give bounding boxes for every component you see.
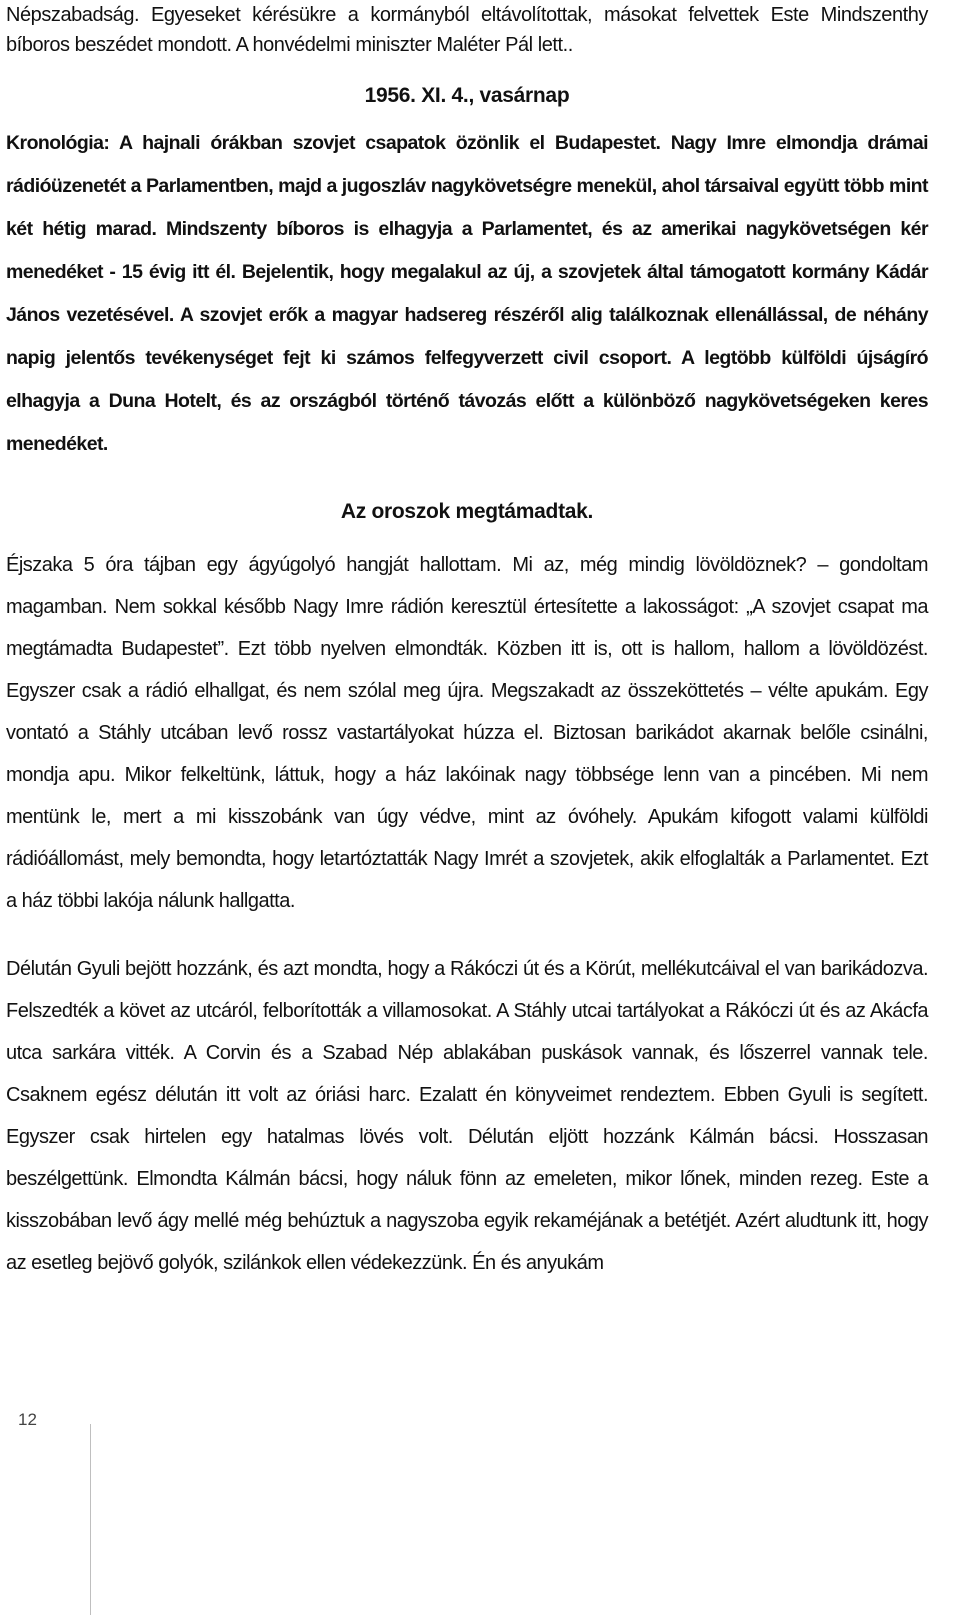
- document-page: [6, 0, 928, 1284]
- page-number: 12: [18, 1410, 37, 1429]
- body-paragraph-2: Délután Gyuli bejött hozzánk, és azt mondta, hogy a Rákóczi út és a Körút, mellékutcáival el van barikádozva. Felszedték a követ az utcáról, felborították a villamosokat. A Stáhly utcai tartályokat a Rákóczi út és az Akácfa utca sarkára vitték. A Corvin és a Szabad Nép ablakában puskások vannak, és lőszerrel vannak tele. Csaknem egész délután itt volt az óriási harc. Ezalatt én könyveimet rendeztem. Ebben Gyuli is segített. Egyszer csak hirtelen egy hatalmas lövés volt. Délután eljött hozzánk Kálmán bácsi. Hosszasan beszélgettünk. Elmondta Kálmán bácsi, hogy náluk fönn az emeleten, mikor lőnek, minden rezeg. Este a kisszobában levő ágy mellé még behúztuk a nagyszoba egyik rekaméjának a betétjét. Azért aludtunk itt, hogy az esetleg bejövő golyók, szilánkok ellen védekezzünk. Én és anyukám: [6, 958, 928, 1274]
- chronology-paragraph: Kronológia: A hajnali órákban szovjet csapatok özönlik el Budapestet. Nagy Imre elmondja drámai rádióüzenetét a Parlamentben, majd a jugoszláv nagykövetségre menekül, ahol társaival együtt több mint két hétig marad. Mindszenty bíboros is elhagyja a Parlamentet, és az amerikai nagykövetségen kér menedéket - 15 évig itt él. Bejelentik, hogy megalakul az új, a szovjetek által támogatott kormány Kádár János vezetésével. A szovjet erők a magyar hadsereg részéről alig találkoznak ellenállással, de néhány napig jelentős tevékenységet fejt ki számos felfegyverzett civil csoport. A legtöbb külföldi újságíró elhagyja a Duna Hotelt, és az országból történő távozás előtt a különböző nagykövetségeken keres menedéket.: [6, 132, 928, 455]
- section-heading: Az oroszok megtámadtak.: [340, 500, 594, 523]
- footer-divider: [90, 1424, 91, 1615]
- intro-paragraph: Népszabadság. Egyeseket kérésükre a kormányból eltávolítottak, másokat felvettek Este Mindszenthy bíboros beszédet mondott. A honvédelmi miniszter Maléter Pál lett..: [6, 4, 928, 56]
- dateline: 1956. XI. 4., vasárnap: [364, 84, 570, 107]
- body-paragraph-1: Éjszaka 5 óra tájban egy ágyúgolyó hangját hallottam. Mi az, még mindig lövöldöznek? – gondoltam magamban. Nem sokkal később Nagy Imre rádión keresztül értesítette a lakosságot: „A szovjet csapat ma megtámadta Budapestet”. Ezt több nyelven elmondták. Közben itt is, ott is hallom, hallom a lövöldözést. Egyszer csak a rádió elhallgat, és nem szólal meg újra. Megszakadt az összeköttetés – vélte apukám. Egy vontató a Stáhly utcában levő rossz vastartályokat húzza el. Biztosan barikádot akarnak belőle csinálni, mondja apu. Mikor felkeltünk, láttuk, hogy a ház lakóinak nagy többsége lenn van a pincében. Mi nem mentünk le, mert a mi kisszobánk van úgy védve, mint az óvóhely. Apukám kifogott valami külföldi rádióállomást, mely bemondta, hogy letartóztatták Nagy Imrét a szovjetek, akik elfoglalták a Parlamentet. Ezt a ház többi lakója nálunk hallgatta.: [6, 554, 928, 912]
